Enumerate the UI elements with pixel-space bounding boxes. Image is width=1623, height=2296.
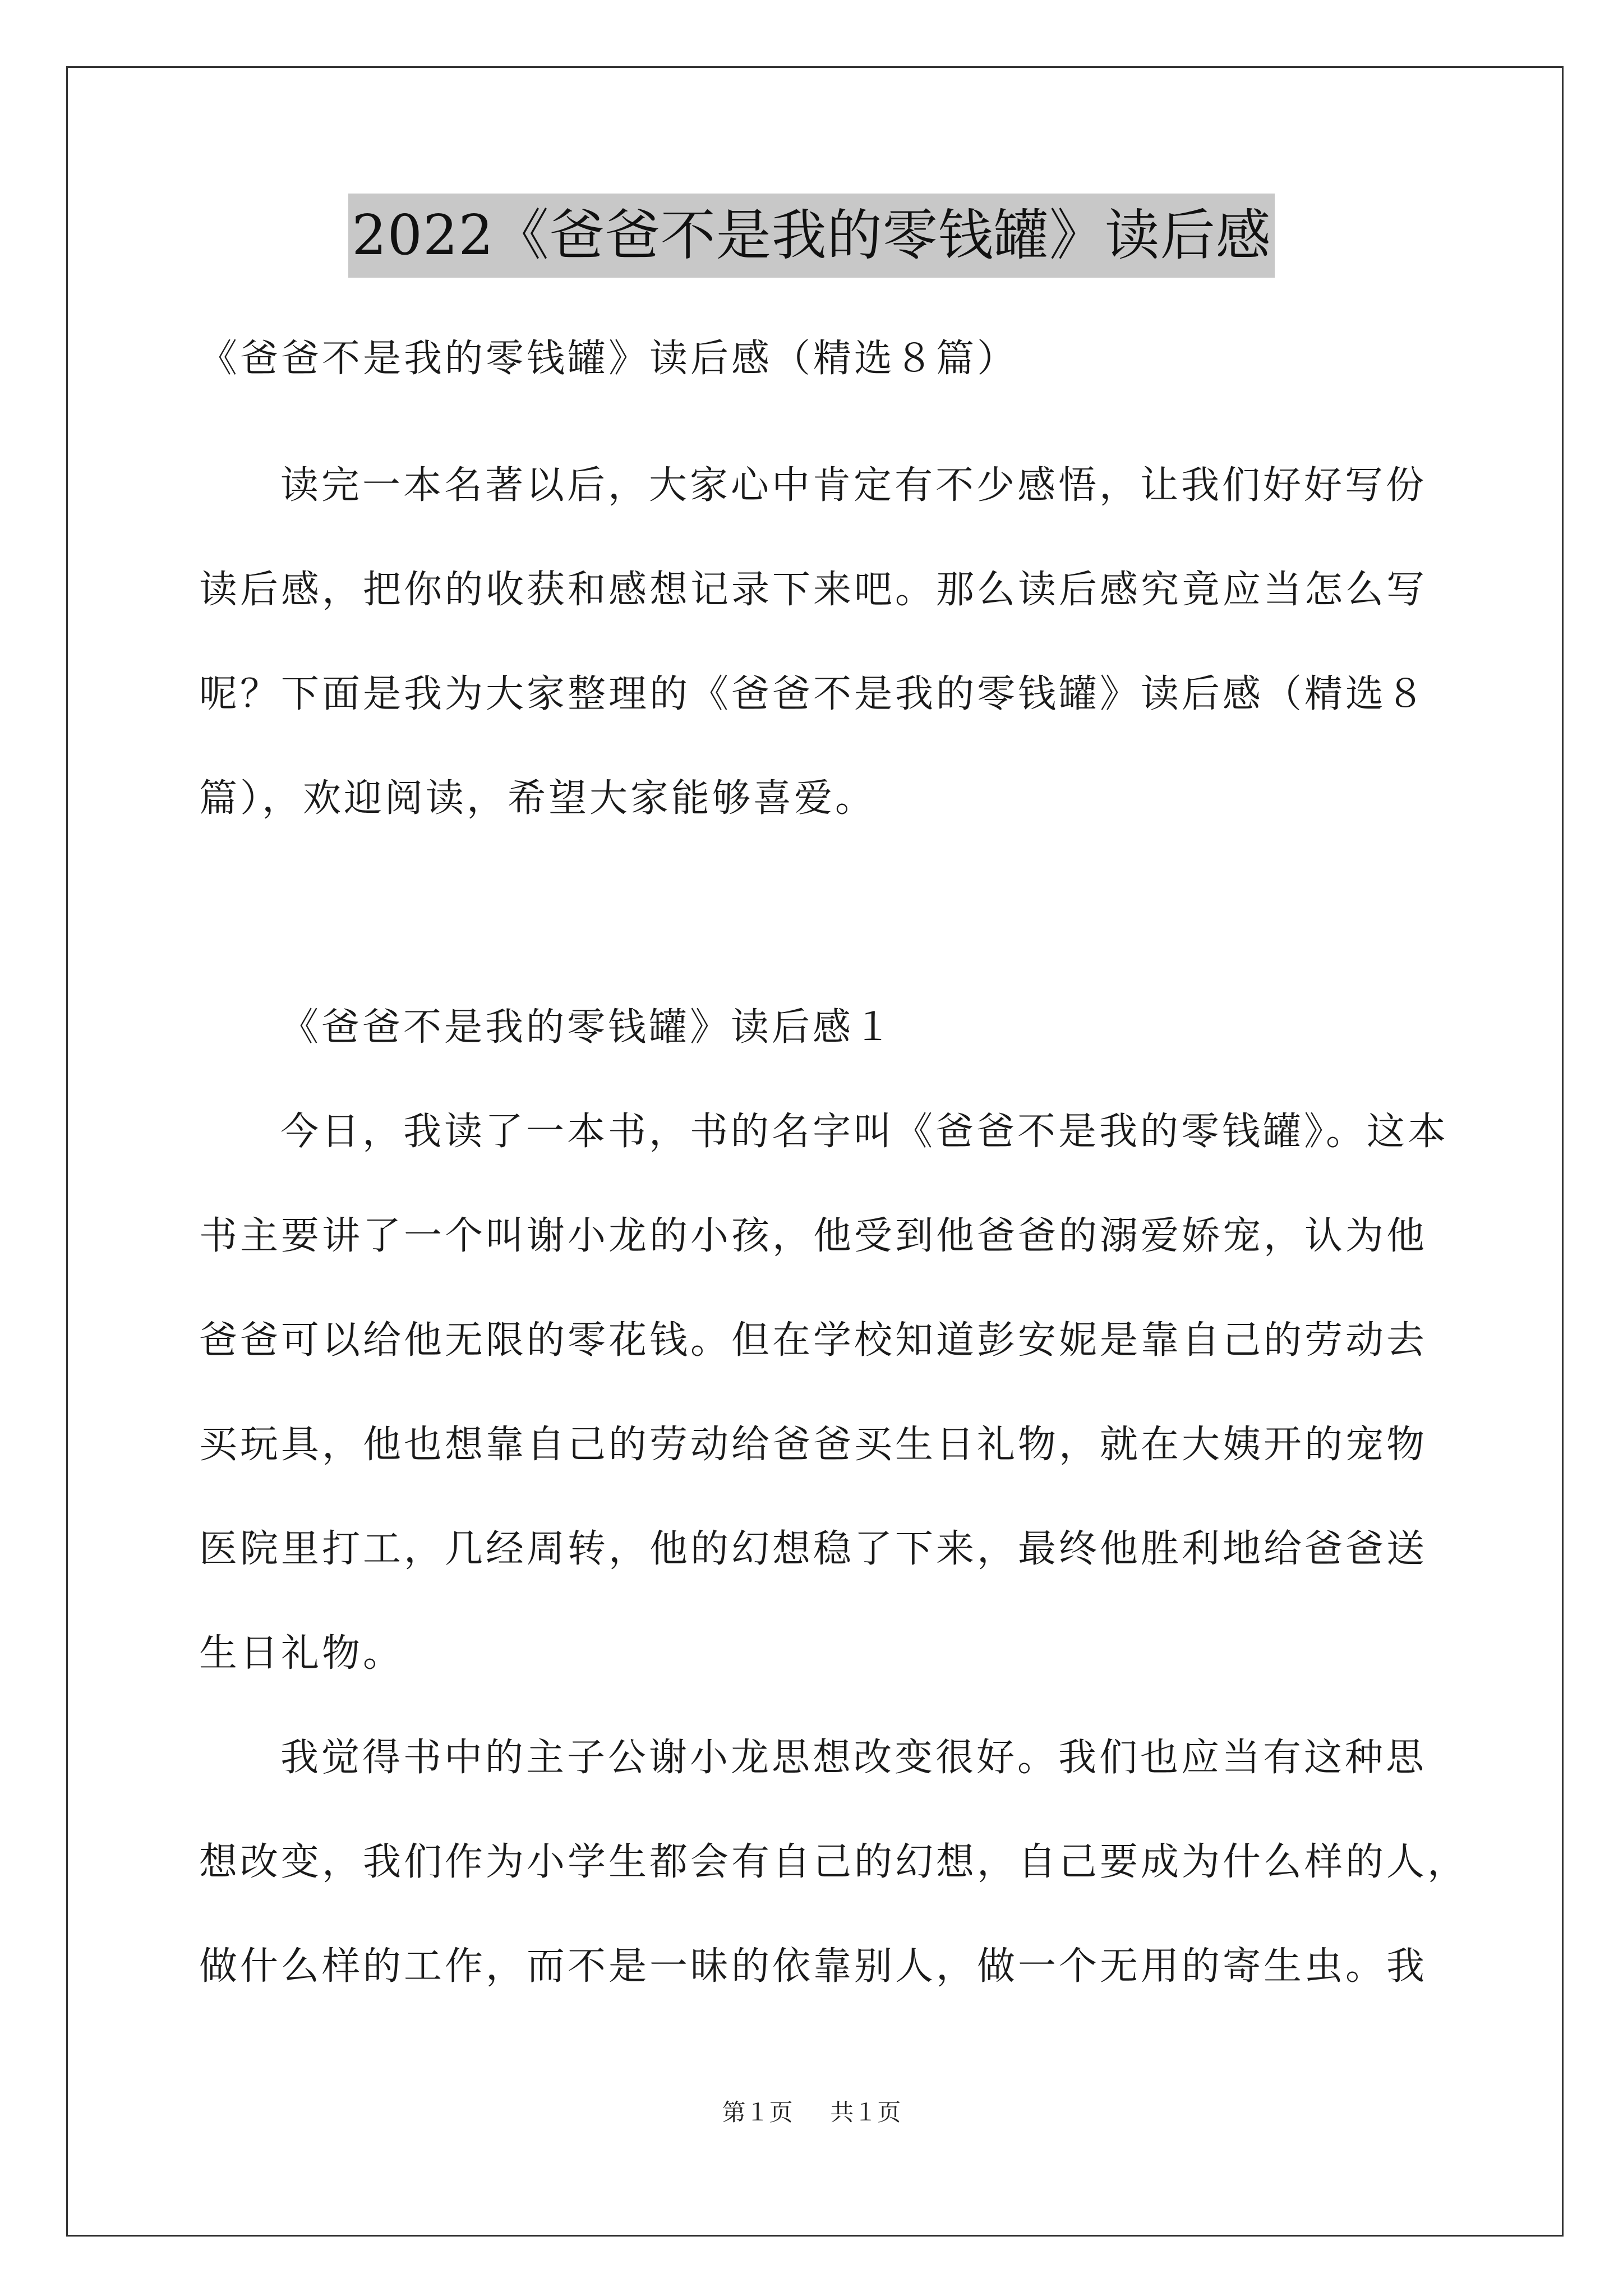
paragraph-line: 做什么样的工作，而不是一昧的依靠别人，做一个无用的寄生虫。我 <box>199 1944 1428 1989</box>
paragraph-line: 书主要讲了一个叫谢小龙的小孩，他受到他爸爸的溺爱娇宠，认为他 <box>199 1214 1428 1258</box>
page-total: 共１页 <box>830 2099 901 2126</box>
intro-line: 篇），欢迎阅读，希望大家能够喜爱。 <box>199 776 877 821</box>
page-footer <box>0 2096 1623 2129</box>
paragraph-line: 买玩具，他也想靠自己的劳动给爸爸买生日礼物，就在大姨开的宠物 <box>199 1423 1428 1467</box>
paragraph-line: 医院里打工，几经周转，他的幻想稳了下来，最终他胜利地给爸爸送 <box>199 1527 1428 1571</box>
document-subtitle: 《爸爸不是我的零钱罐》读后感（精选８篇） <box>199 337 1018 381</box>
section-heading: 《爸爸不是我的零钱罐》读后感１ <box>280 1005 895 1050</box>
paragraph-line: 生日礼物。 <box>199 1631 404 1676</box>
intro-line: 呢？下面是我为大家整理的《爸爸不是我的零钱罐》读后感（精选８ <box>199 672 1428 716</box>
paragraph-line: 我觉得书中的主子公谢小龙思想改变很好。我们也应当有这种思 <box>280 1736 1427 1780</box>
intro-line: 读后感，把你的收获和感想记录下来吧。那么读后感究竟应当怎么写 <box>199 568 1428 612</box>
document-title: 2022《爸爸不是我的零钱罐》读后感 <box>348 194 1274 278</box>
paragraph-line: 今日，我读了一本书，书的名字叫《爸爸不是我的零钱罐》。这本 <box>280 1110 1449 1154</box>
paragraph-line: 想改变，我们作为小学生都会有自己的幻想，自己要成为什么样的人， <box>199 1840 1469 1884</box>
paragraph-line: 爸爸可以给他无限的零花钱。但在学校知道彭安妮是靠自己的劳动去 <box>199 1318 1428 1363</box>
intro-line: 读完一本名著以后，大家心中肯定有不少感悟，让我们好好写份 <box>280 463 1427 508</box>
page-number: 第１页 <box>722 2099 793 2126</box>
title-container <box>0 194 1623 278</box>
